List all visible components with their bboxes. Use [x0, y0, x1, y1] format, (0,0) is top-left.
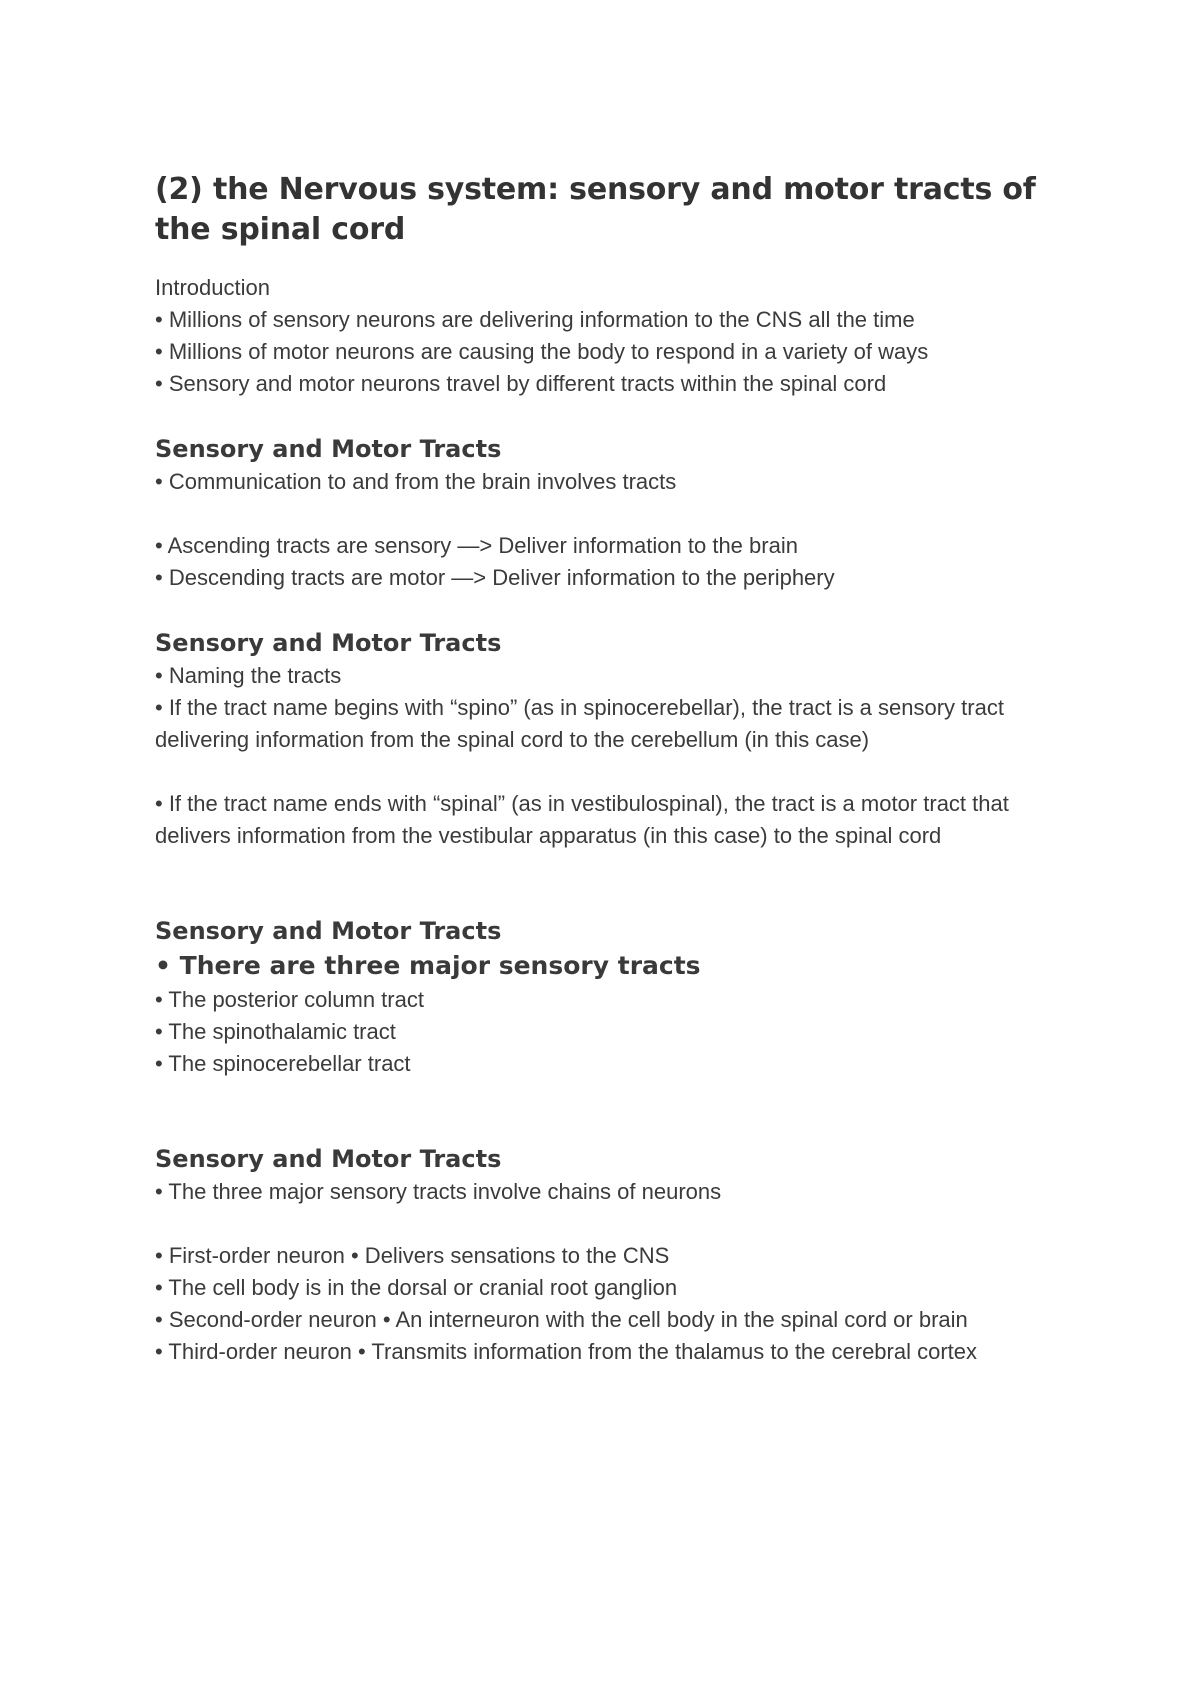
bullet-line: • The cell body is in the dorsal or cranial root ganglion [155, 1275, 678, 1300]
bullet-line: • Third-order neuron • Transmits information from the thalamus to the cerebral cortex [155, 1339, 978, 1364]
bullet-line: • If the tract name ends with “spinal” (as in vestibulospinal), the tract is a motor tract that delivers information from the vestibular apparatus (in this case) to the spinal cord [155, 791, 1009, 848]
section-heading: Sensory and Motor Tracts [155, 435, 502, 463]
section-tracts-communication [155, 432, 1055, 594]
bullet-line: • Naming the tracts [155, 663, 342, 688]
section-heading: Sensory and Motor Tracts [155, 629, 502, 657]
bullet-line: • The spinothalamic tract [155, 1019, 396, 1044]
intro-label: Introduction [155, 275, 270, 300]
section-neuron-chains [155, 1142, 1055, 1368]
bullet-line: • If the tract name begins with “spino” (as in spinocerebellar), the tract is a sensory tract delivering information from the spinal cord to the cerebellum (in this case) [155, 695, 1004, 752]
intro-line: • Sensory and motor neurons travel by different tracts within the spinal cord [155, 371, 887, 396]
section-major-sensory-tracts [155, 914, 1055, 1080]
bullet-line: • The posterior column tract [155, 987, 424, 1012]
section-tracts-naming [155, 626, 1055, 852]
document-page [155, 170, 1055, 1368]
intro-line: • Millions of motor neurons are causing the body to respond in a variety of ways [155, 339, 929, 364]
section-subheading: • There are three major sensory tracts [155, 951, 701, 980]
section-heading: Sensory and Motor Tracts [155, 1145, 502, 1173]
section-heading: Sensory and Motor Tracts [155, 917, 502, 945]
bullet-line: • Second-order neuron • An interneuron with the cell body in the spinal cord or brain [155, 1307, 968, 1332]
bullet-line: • Communication to and from the brain involves tracts [155, 469, 677, 494]
intro-line: • Millions of sensory neurons are delivering information to the CNS all the time [155, 307, 915, 332]
bullet-line: • The three major sensory tracts involve chains of neurons [155, 1179, 722, 1204]
bullet-line: • Descending tracts are motor —> Deliver information to the periphery [155, 565, 835, 590]
page-title: (2) the Nervous system: sensory and motor tracts of the spinal cord [155, 172, 1036, 247]
bullet-line: • Ascending tracts are sensory —> Deliver information to the brain [155, 533, 798, 558]
bullet-line: • First-order neuron • Delivers sensations to the CNS [155, 1243, 670, 1268]
bullet-line: • The spinocerebellar tract [155, 1051, 411, 1076]
intro-section [155, 272, 1055, 400]
